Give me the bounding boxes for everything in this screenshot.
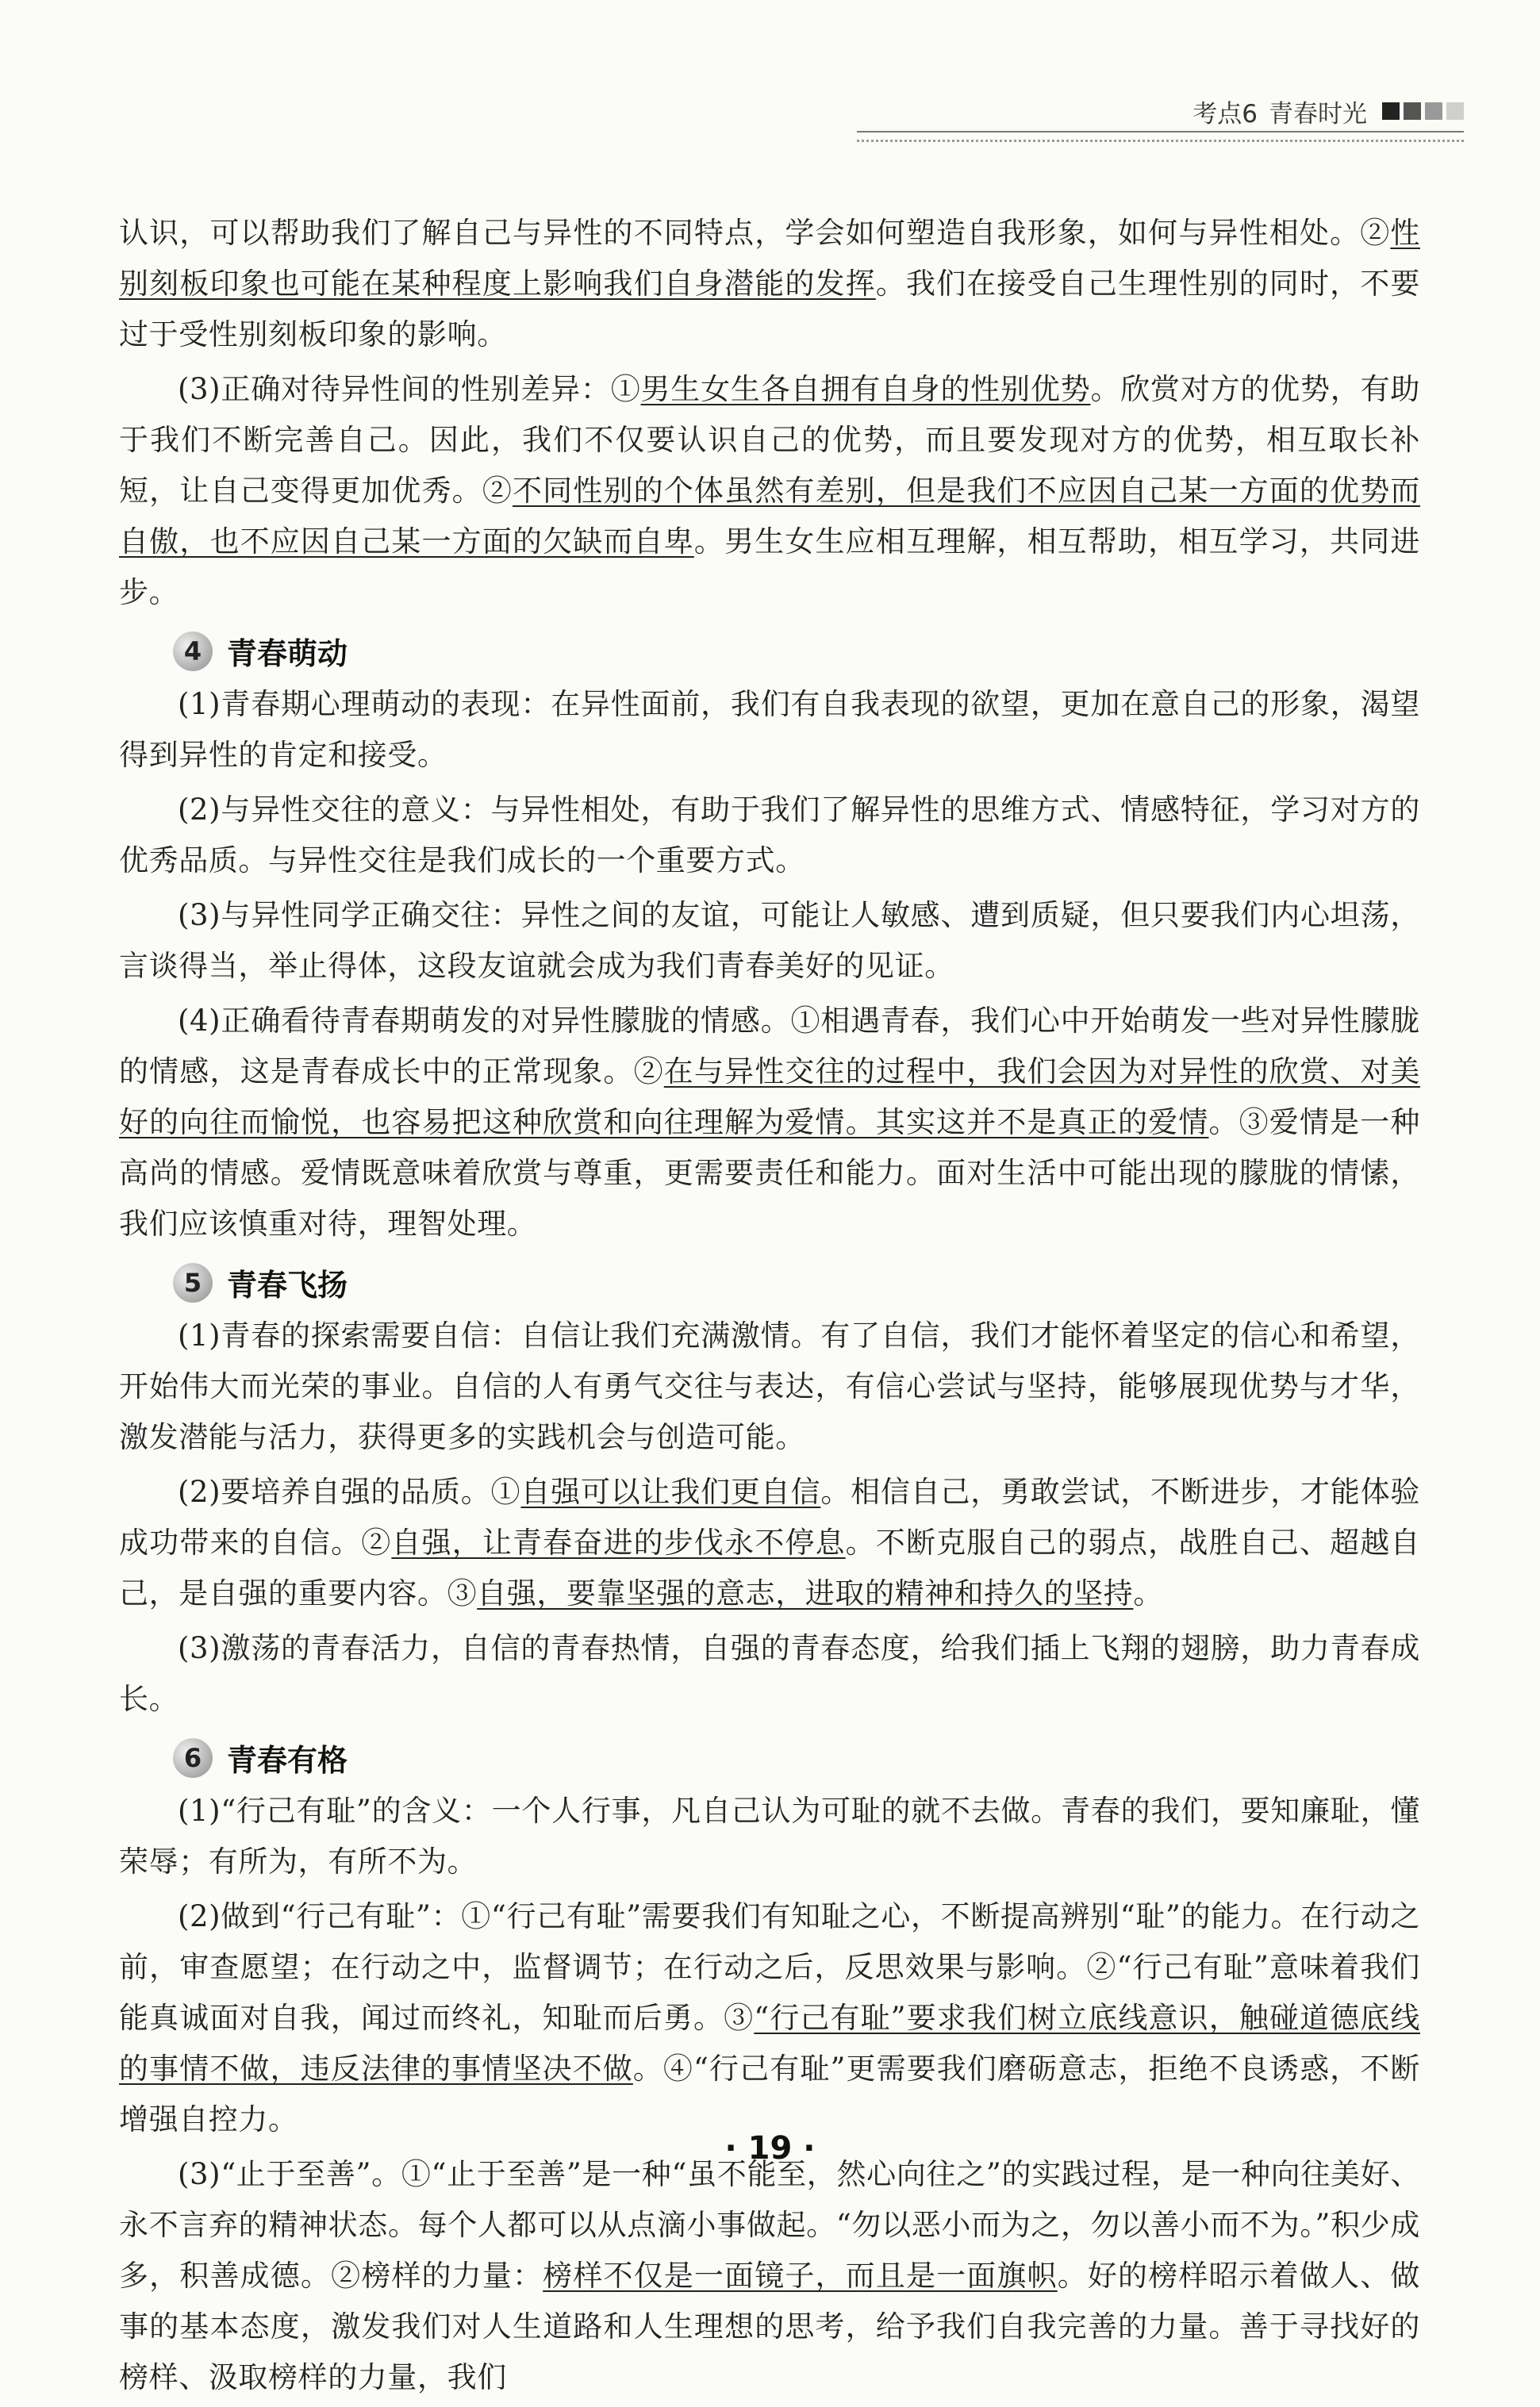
section-number-badge: 5 <box>173 1263 213 1303</box>
section-number-badge: 6 <box>173 1738 213 1778</box>
paragraph: (3)激荡的青春活力，自信的青春热情，自强的青春态度，给我们插上飞翔的翅膀，助力青春成长。 <box>119 1631 1420 1716</box>
header-square-1 <box>1382 102 1400 120</box>
header-dotted-rule <box>857 140 1464 142</box>
section-number-badge: 4 <box>173 632 213 671</box>
section-title: 青春有格 <box>227 1743 348 1778</box>
section-title: 青春萌动 <box>227 636 348 671</box>
page-body <box>119 208 1420 2407</box>
section-heading-5 <box>173 1261 1420 1304</box>
chapter-title: 青春时光 <box>1269 100 1367 129</box>
paragraph: (2)要培养自强的品质。①自强可以让我们更自信。相信自己，勇敢尝试，不断进步，才能体验成功带来的自信。②自强，让青春奋进的步伐永不停息。不断克服自己的弱点，战胜自己、超越自己，是自强的重要内容。③自强，要靠坚强的意志，进取的精神和持久的坚持。 <box>119 1475 1421 1610</box>
chapter-label: 考点6 <box>1192 100 1258 129</box>
header-rule <box>857 131 1464 132</box>
section-title: 青春飞扬 <box>227 1268 348 1303</box>
paragraph: (1)青春的探索需要自信：自信让我们充满激情。有了自信，我们才能怀着坚定的信心和希望，开始伟大而光荣的事业。自信的人有勇气交往与表达，有信心尝试与坚持，能够展现优势与才华，激发潜能与活力，获得更多的实践机会与创造可能。 <box>119 1319 1420 1454</box>
section-heading-4 <box>173 629 1420 673</box>
page-number: · 19 · <box>724 2130 816 2167</box>
paragraph: 认识，可以帮助我们了解自己与异性的不同特点，学会如何塑造自我形象，如何与异性相处。②性别刻板印象也可能在某种程度上影响我们自身潜能的发挥。我们在接受自己生理性别的同时，不要过于受性别刻板印象的影响。 <box>119 216 1420 351</box>
header-decoration <box>1378 98 1464 126</box>
paragraph: (1)“行己有耻”的含义：一个人行事，凡自己认为可耻的就不去做。青春的我们，要知廉耻，懂荣辱；有所为，有所不为。 <box>119 1794 1420 1879</box>
section-heading-6 <box>173 1736 1420 1779</box>
paragraph: (2)与异性交往的意义：与异性相处，有助于我们了解异性的思维方式、情感特征，学习对方的优秀品质。与异性交往是我们成长的一个重要方式。 <box>119 793 1420 877</box>
header-square-4 <box>1446 102 1464 120</box>
paragraph: (4)正确看待青春期萌发的对异性朦胧的情感。①相遇青春，我们心中开始萌发一些对异性朦胧的情感，这是青春成长中的正常现象。②在与异性交往的过程中，我们会因为对异性的欣赏、对美好的向往而愉悦，也容易把这种欣赏和向往理解为爱情。其实这并不是真正的爱情。③爱情是一种高尚的情感。爱情既意味着欣赏与尊重，更需要责任和能力。面对生活中可能出现的朦胧的情愫，我们应该慎重对待，理智处理。 <box>119 1004 1420 1241</box>
paragraph: (1)青春期心理萌动的表现：在异性面前，我们有自我表现的欲望，更加在意自己的形象，渴望得到异性的肯定和接受。 <box>119 687 1420 772</box>
running-header <box>1192 94 1464 129</box>
paragraph: (3)“止于至善”。①“止于至善”是一种“虽不能至，然心向往之”的实践过程，是一种向往美好、永不言弃的精神状态。每个人都可以从点滴小事做起。“勿以恶小而为之，勿以善小而不为。”积少成多，积善成德。②榜样的力量：榜样不仅是一面镜子，而且是一面旗帜。好的榜样昭示着做人、做事的基本态度，激发我们对人生道路和人生理想的思考，给予我们自我完善的力量。善于寻找好的榜样、汲取榜样的力量，我们 <box>119 2157 1421 2394</box>
paragraph: (3)与异性同学正确交往：异性之间的友谊，可能让人敏感、遭到质疑，但只要我们内心坦荡，言谈得当，举止得体，这段友谊就会成为我们青春美好的见证。 <box>119 898 1420 983</box>
paragraph: (2)做到“行己有耻”：①“行己有耻”需要我们有知耻之心，不断提高辨别“耻”的能力。在行动之前，审查愿望；在行动之中，监督调节；在行动之后，反思效果与影响。②“行己有耻”意味着我们能真诚面对自我，闻过而终礼，知耻而后勇。③“行己有耻”要求我们树立底线意识，触碰道德底线的事情不做，违反法律的事情坚决不做。④“行己有耻”更需要我们磨砺意志，拒绝不良诱惑，不断增强自控力。 <box>119 1899 1421 2136</box>
header-square-3 <box>1425 102 1442 120</box>
paragraph: (3)正确对待异性间的性别差异：①男生女生各自拥有自身的性别优势。欣赏对方的优势，有助于我们不断完善自己。因此，我们不仅要认识自己的优势，而且要发现对方的优势，相互取长补短，让自己变得更加优秀。②不同性别的个体虽然有差别，但是我们不应因自己某一方面的优势而自傲，也不应因自己某一方面的欠缺而自卑。男生女生应相互理解，相互帮助，相互学习，共同进步。 <box>119 372 1420 609</box>
header-square-2 <box>1404 102 1421 120</box>
